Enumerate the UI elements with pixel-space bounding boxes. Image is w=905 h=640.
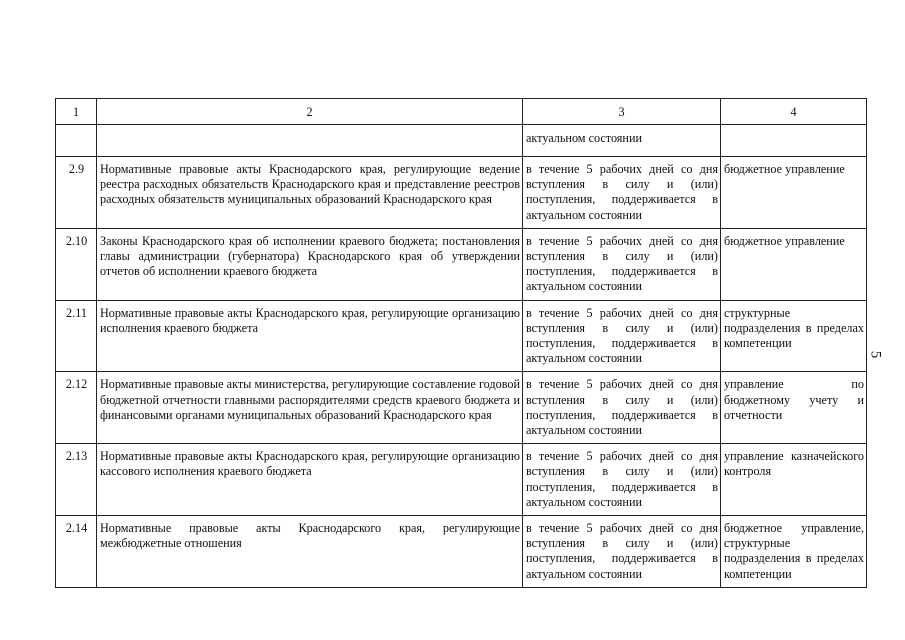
- row-number: 2.9: [56, 157, 97, 229]
- row-number: 2.10: [56, 228, 97, 300]
- table-row: [56, 228, 867, 300]
- term-description: в течение 5 рабочих дней со дня вступления в силу и (или) поступления, поддерживается в актуальном состоянии: [523, 372, 721, 444]
- table-row: [56, 300, 867, 372]
- responsible-department: бюджетное управление: [721, 157, 867, 229]
- term-description: в течение 5 рабочих дней со дня вступления в силу и (или) поступления, поддерживается в актуальном состоянии: [523, 444, 721, 516]
- page-number: 5: [867, 350, 884, 359]
- table-row: [56, 157, 867, 229]
- responsible-department: управление по бюджетному учету и отчетности: [721, 372, 867, 444]
- act-description: Нормативные правовые акты Краснодарского края, регулирующие организацию исполнения краевого бюджета: [97, 300, 523, 372]
- table-row: [56, 444, 867, 516]
- table-cell: актуальном состоянии: [523, 125, 721, 157]
- act-description: Нормативные правовые акты Краснодарского края, регулирующие ведение реестра расходных обязательств Краснодарского края и представление реестров расходных обязательств муниципальных образований Краснодарского края: [97, 157, 523, 229]
- responsible-department: структурные подразделения в пределах компетенции: [721, 300, 867, 372]
- column-header: 1: [56, 99, 97, 125]
- term-description: в течение 5 рабочих дней со дня вступления в силу и (или) поступления, поддерживается в актуальном состоянии: [523, 516, 721, 588]
- act-description: Нормативные правовые акты Краснодарского края, регулирующие организацию кассового исполнения краевого бюджета: [97, 444, 523, 516]
- row-number: 2.13: [56, 444, 97, 516]
- table-header-row: [56, 99, 867, 125]
- column-header: 3: [523, 99, 721, 125]
- document-table: [55, 98, 867, 588]
- act-description: Нормативные правовые акты Краснодарского края, регулирующие межбюджетные отношения: [97, 516, 523, 588]
- table-cell: [721, 125, 867, 157]
- term-description: в течение 5 рабочих дней со дня вступления в силу и (или) поступления, поддерживается в актуальном состоянии: [523, 228, 721, 300]
- row-number: 2.11: [56, 300, 97, 372]
- responsible-department: управление казначейского контроля: [721, 444, 867, 516]
- table-continuation-row: [56, 125, 867, 157]
- column-header: 4: [721, 99, 867, 125]
- responsible-department: бюджетное управление, структурные подразделения в пределах компетенции: [721, 516, 867, 588]
- table-row: [56, 516, 867, 588]
- responsible-department: бюджетное управление: [721, 228, 867, 300]
- term-description: в течение 5 рабочих дней со дня вступления в силу и (или) поступления, поддерживается в актуальном состоянии: [523, 157, 721, 229]
- term-description: в течение 5 рабочих дней со дня вступления в силу и (или) поступления, поддерживается в актуальном состоянии: [523, 300, 721, 372]
- act-description: Нормативные правовые акты министерства, регулирующие составление годовой бюджетной отчетности главными распорядителями средств краевого бюджета и финансовыми органами муниципальных образований Краснодарского края: [97, 372, 523, 444]
- row-number: 2.12: [56, 372, 97, 444]
- row-number: 2.14: [56, 516, 97, 588]
- table-cell: [97, 125, 523, 157]
- table-row: [56, 372, 867, 444]
- table-cell: [56, 125, 97, 157]
- act-description: Законы Краснодарского края об исполнении краевого бюджета; постановления главы администрации (губернатора) Краснодарского края об утверждении отчетов об исполнении краевого бюджета: [97, 228, 523, 300]
- column-header: 2: [97, 99, 523, 125]
